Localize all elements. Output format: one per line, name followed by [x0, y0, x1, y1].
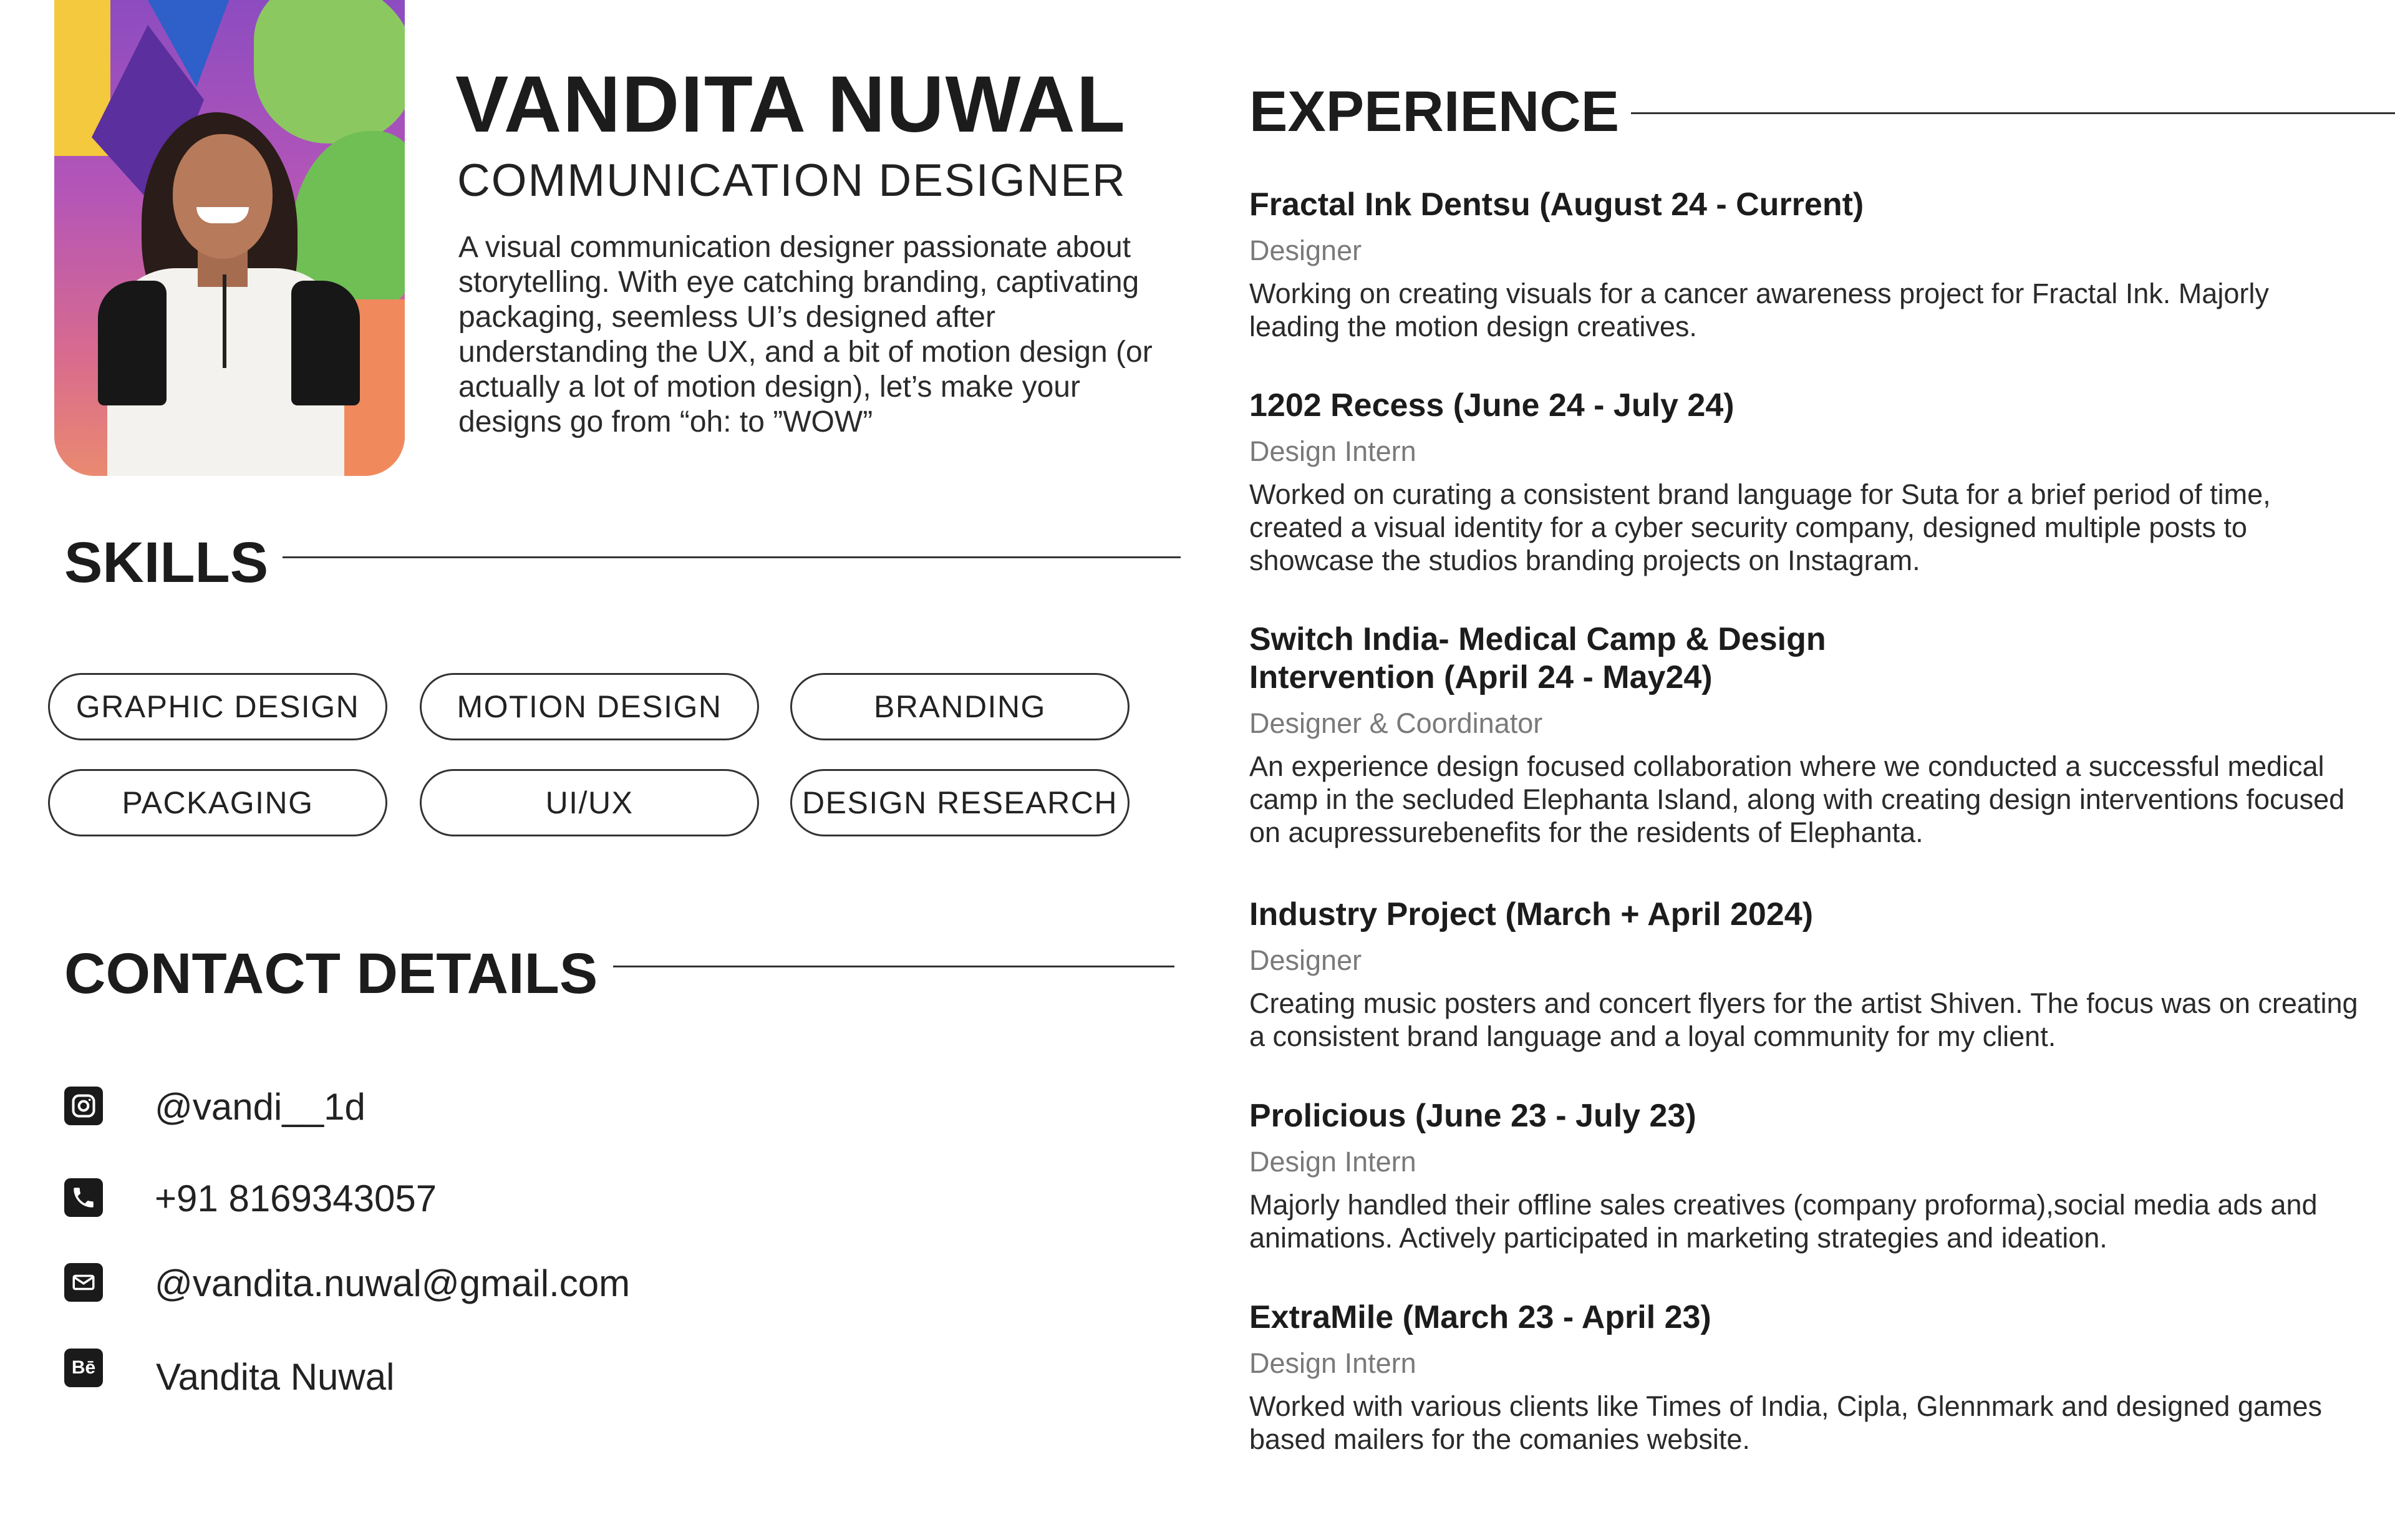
- experience-description: An experience design focused collaboration where we conducted a successful medical camp in the secluded Elephanta Island, along with creating design interventions focused on acupressurebenefits for the residents of Elephanta.: [1249, 750, 2345, 848]
- experience-description: Working on creating visuals for a cancer awareness project for Fractal Ink. Majorly leading the motion design creatives.: [1249, 278, 2269, 342]
- experience-rule: [1631, 112, 2395, 114]
- experience-role: Designer & Coordinator: [1249, 707, 1543, 739]
- experience-entry: [1249, 621, 2366, 849]
- experience-role: Design Intern: [1249, 1347, 1416, 1379]
- skill-pill: DESIGN RESEARCH: [790, 769, 1130, 836]
- resume-role: COMMUNICATION DESIGNER: [457, 155, 1126, 206]
- profile-photo: [54, 0, 405, 476]
- experience-entry: [1249, 186, 2366, 343]
- experience-role: Design Intern: [1249, 1146, 1416, 1178]
- skill-pill: GRAPHIC DESIGN: [48, 673, 387, 740]
- experience-entry: [1249, 1097, 2366, 1254]
- experience-role: Designer: [1249, 944, 1362, 976]
- experience-description: Creating music posters and concert flyers for the artist Shiven. The focus was on creating a consistent brand language and a loyal community for my client.: [1249, 987, 2358, 1052]
- experience-role: Designer: [1249, 235, 1362, 266]
- skill-pill: MOTION DESIGN: [420, 673, 759, 740]
- skill-pill: UI/UX: [420, 769, 759, 836]
- resume-bio: A visual communication designer passionate about storytelling. With eye catching branding, captivating packaging, seemless UI’s designed after understanding the UX, and a bit of motion design (or actually a lot of motion design), let’s make your designs go from “oh: to ”WOW”: [458, 231, 1153, 438]
- behance-profile[interactable]: Vandita Nuwal: [156, 1356, 395, 1398]
- experience-role: Design Intern: [1249, 435, 1416, 467]
- instagram-icon: [64, 1087, 103, 1125]
- experience-title: Industry Project (March + April 2024): [1249, 896, 1814, 932]
- experience-description: Worked on curating a consistent brand language for Suta for a brief period of time, created a visual identity for a cyber security company, designed multiple posts to showcase the studios branding projects on Instagram.: [1249, 478, 2271, 576]
- skill-pill: BRANDING: [790, 673, 1130, 740]
- skills-rule: [283, 556, 1181, 558]
- experience-entry: [1249, 896, 2366, 1053]
- contact-rule: [613, 966, 1174, 967]
- experience-description: Worked with various clients like Times of India, Cipla, Glennmark and designed games based mailers for the comanies website.: [1249, 1390, 2322, 1455]
- instagram-handle[interactable]: @vandi__1d: [155, 1086, 365, 1128]
- experience-entry: [1249, 387, 2366, 577]
- experience-heading: EXPERIENCE: [1249, 80, 1620, 143]
- phone-number[interactable]: +91 8169343057: [155, 1178, 437, 1219]
- mail-icon: [64, 1263, 103, 1302]
- experience-title: ExtraMile (March 23 - April 23): [1249, 1299, 1711, 1335]
- experience-entry: [1249, 1299, 2366, 1456]
- resume-name: VANDITA NUWAL: [455, 60, 1126, 149]
- skill-pill: PACKAGING: [48, 769, 387, 836]
- email-address[interactable]: @vandita.nuwal@gmail.com: [155, 1262, 631, 1304]
- experience-title: Fractal Ink Dentsu (August 24 - Current): [1249, 186, 1864, 223]
- behance-icon: Bē: [64, 1349, 103, 1387]
- phone-icon: [64, 1178, 103, 1217]
- skills-heading: SKILLS: [64, 531, 269, 594]
- contact-heading: CONTACT DETAILS: [64, 942, 598, 1005]
- experience-title: 1202 Recess (June 24 - July 24): [1249, 387, 1735, 424]
- experience-title: Switch India- Medical Camp & Design Intervention (April 24 - May24): [1249, 621, 1826, 695]
- experience-description: Majorly handled their offline sales creatives (company proforma),social media ads and animations. Actively participated in marketing strategies and ideation.: [1249, 1189, 2318, 1254]
- experience-title: Prolicious (June 23 - July 23): [1249, 1098, 1696, 1134]
